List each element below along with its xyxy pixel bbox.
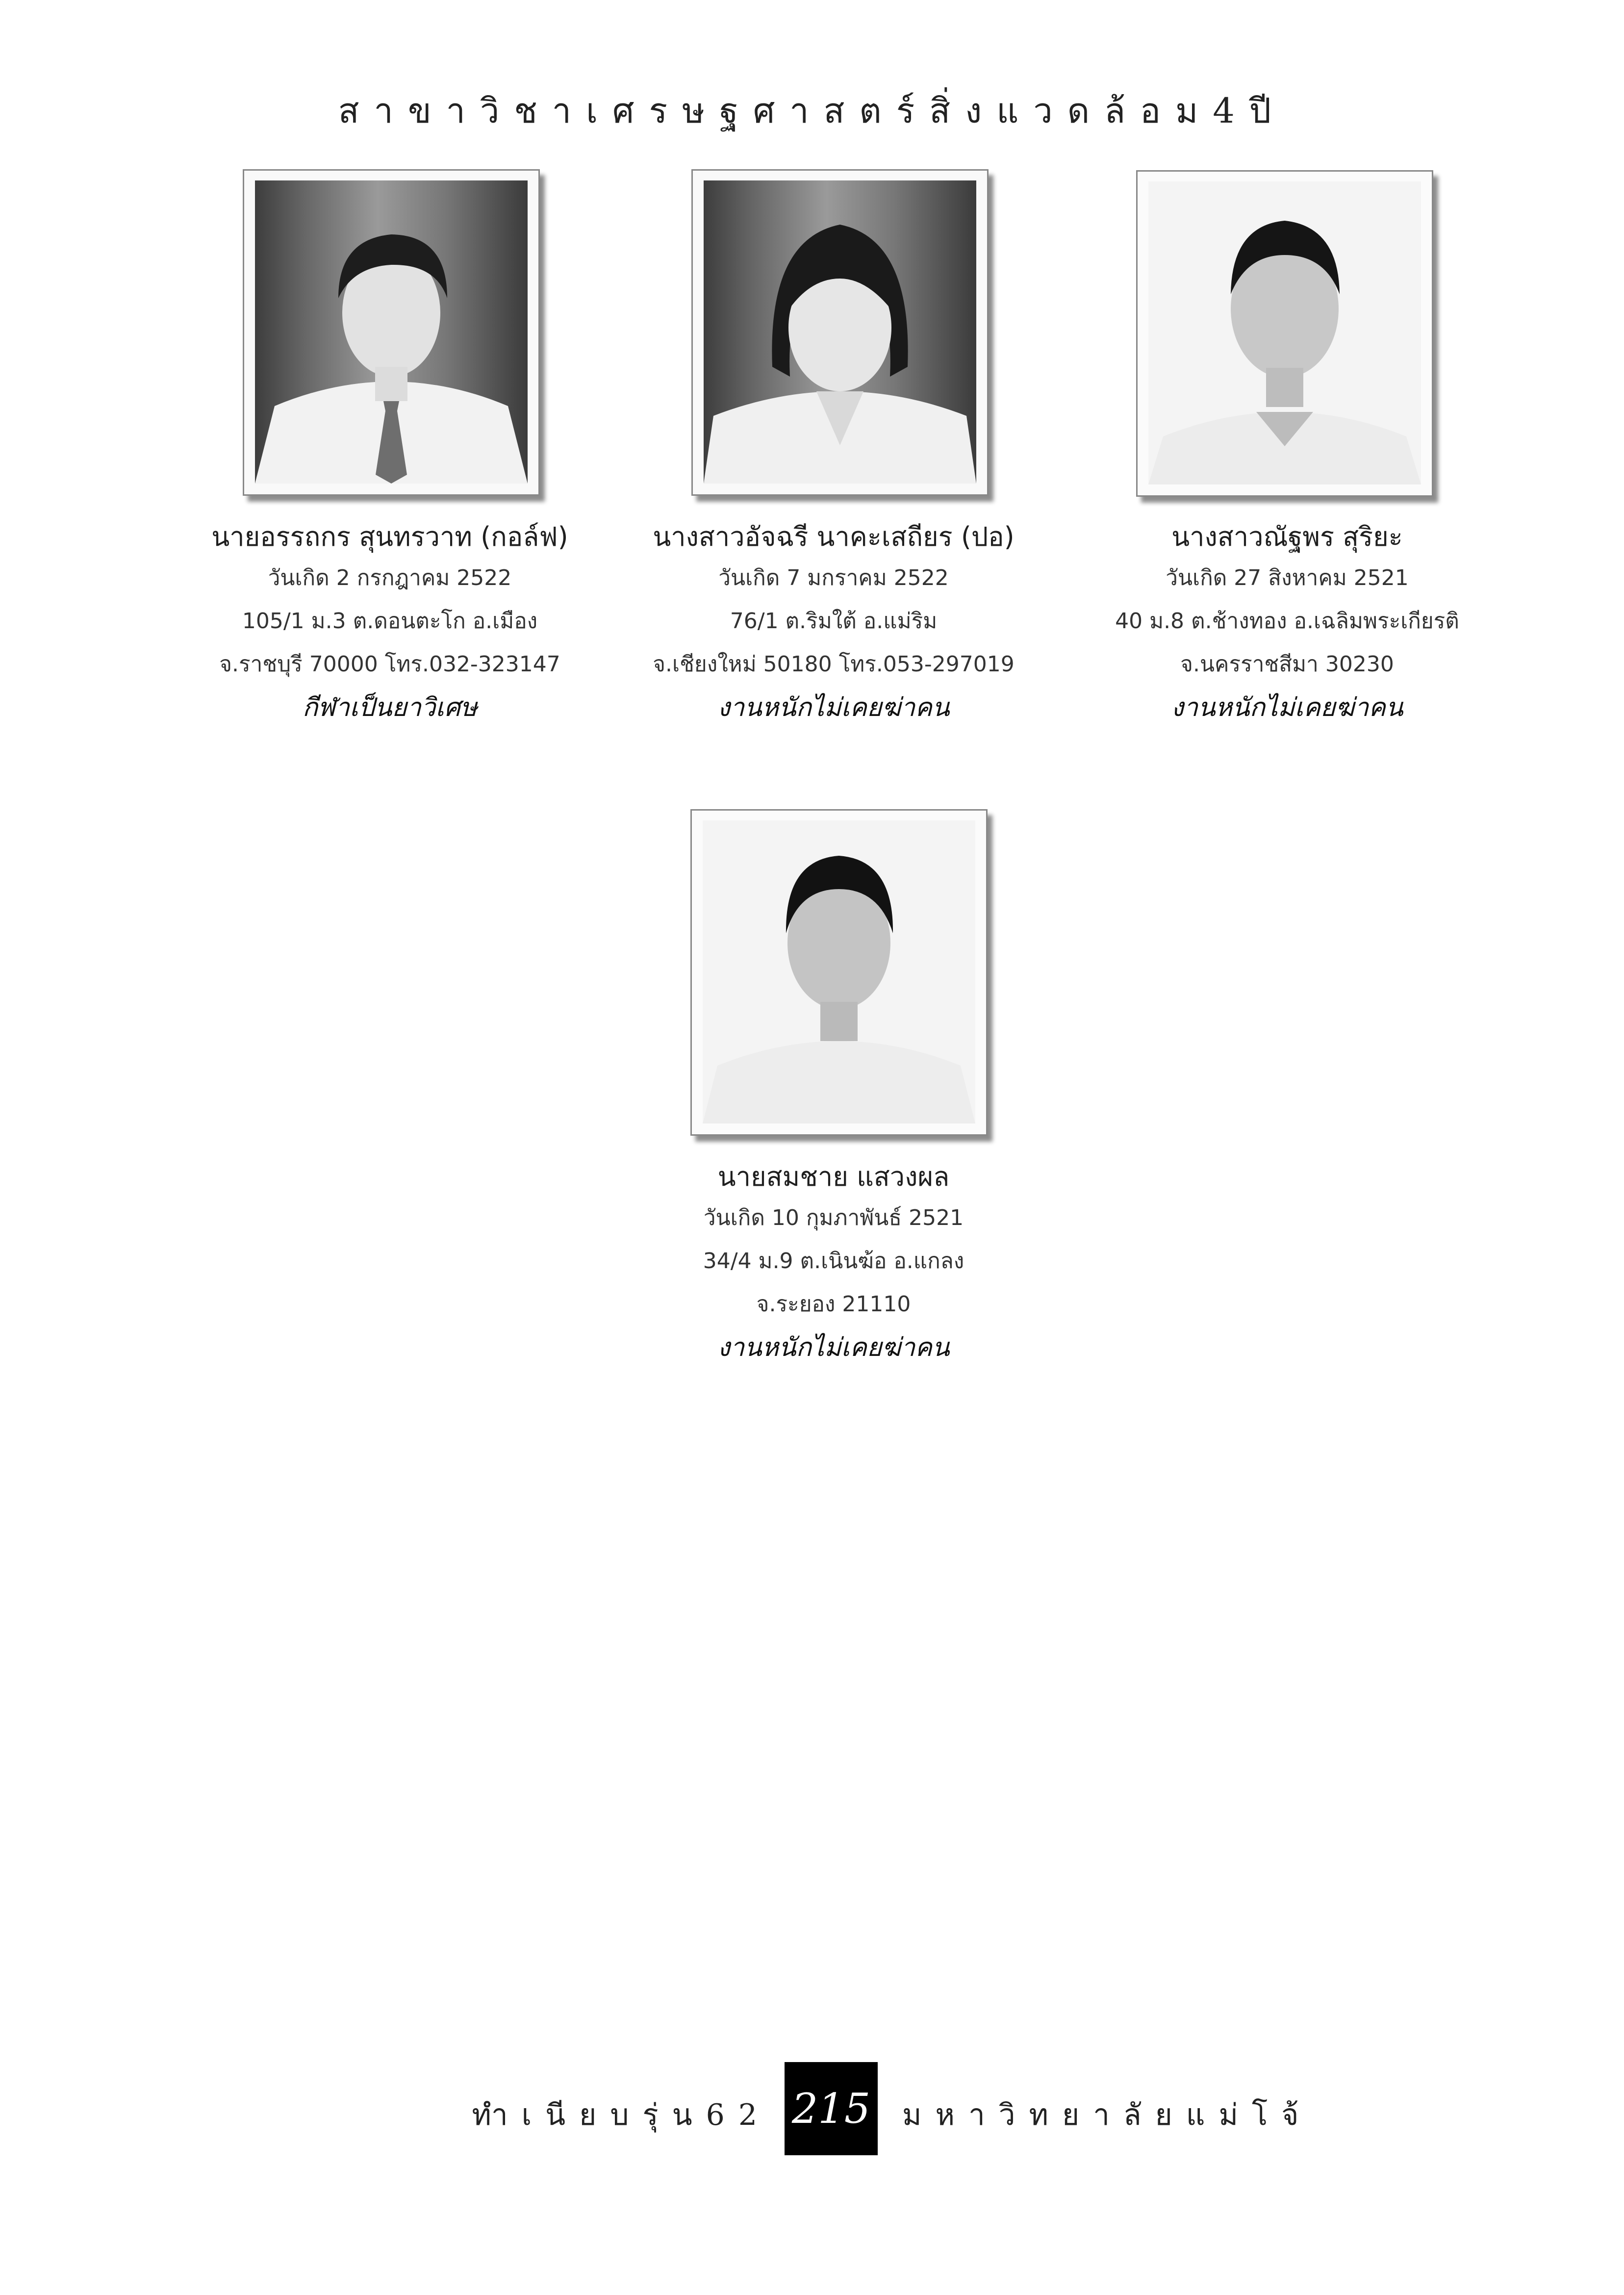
- footer-right-text: มหาวิทยาลัยแม่โจ้: [902, 2098, 1313, 2132]
- page-title: สาขาวิชาเศรษฐศาสตร์สิ่งแวดล้อม4ปี: [338, 91, 1286, 131]
- graduate-motto: งานหนักไม่เคยฆ่าคน: [717, 1333, 950, 1362]
- graduate-card: [1066, 169, 1508, 733]
- page-number: 215: [785, 2062, 878, 2155]
- graduate-info: [613, 517, 1054, 729]
- graduate-birthday: วันเกิด 10 กุมภาพันธ์ 2521: [703, 1205, 964, 1230]
- graduate-photo: [704, 180, 976, 484]
- graduate-name: นายสมชาย แสวงผล: [717, 1161, 950, 1192]
- graduate-photo-frame: [691, 169, 989, 496]
- graduate-photo: [255, 180, 528, 484]
- graduate-info: [613, 1157, 1054, 1369]
- graduate-motto: กีฬาเป็นยาวิเศษ: [302, 693, 478, 722]
- graduate-address-line1: 76/1 ต.ริมใต้ อ.แม่ริม: [730, 609, 938, 634]
- page-footer: [0, 2062, 1624, 2155]
- graduate-card: [613, 169, 1054, 733]
- graduate-photo-frame: [243, 169, 540, 496]
- graduate-photo: [703, 820, 975, 1123]
- graduate-address-line2: จ.นครราชสีมา 30230: [1180, 652, 1394, 677]
- graduate-info: [1066, 517, 1508, 729]
- graduate-name: นายอรรถกร สุนทรวาท (กอล์ฟ): [211, 521, 568, 552]
- graduate-photo-frame: [1136, 170, 1433, 497]
- graduate-address-line1: 40 ม.8 ต.ช้างทอง อ.เฉลิมพระเกียรติ: [1115, 609, 1459, 634]
- graduate-photo-frame: [690, 809, 988, 1136]
- graduate-address-line1: 34/4 ม.9 ต.เนินฆ้อ อ.แกลง: [703, 1249, 964, 1274]
- graduate-birthday: วันเกิด 7 มกราคม 2522: [718, 565, 949, 590]
- graduate-info: [169, 517, 610, 729]
- graduate-address-line1: 105/1 ม.3 ต.ดอนตะโก อ.เมือง: [242, 609, 538, 634]
- graduate-card: [169, 169, 610, 733]
- footer-left-text: ทำเนียบรุ่น62: [472, 2098, 771, 2132]
- graduate-birthday: วันเกิด 27 สิงหาคม 2521: [1166, 565, 1409, 590]
- graduate-name: นางสาวอัจฉรี นาคะเสถียร (ปอ): [653, 521, 1015, 552]
- graduate-card: [613, 809, 1054, 1373]
- graduate-address-line2: จ.ระยอง 21110: [756, 1292, 911, 1317]
- graduate-motto: งานหนักไม่เคยฆ่าคน: [717, 693, 950, 722]
- graduate-address-line2: จ.เชียงใหม่ 50180 โทร.053-297019: [653, 652, 1015, 677]
- graduate-address-line2: จ.ราชบุรี 70000 โทร.032-323147: [219, 652, 560, 677]
- graduate-motto: งานหนักไม่เคยฆ่าคน: [1171, 693, 1403, 722]
- graduate-name: นางสาวณัฐพร สุริยะ: [1171, 521, 1403, 552]
- graduate-photo: [1148, 181, 1421, 484]
- graduate-birthday: วันเกิด 2 กรกฎาคม 2522: [268, 565, 512, 590]
